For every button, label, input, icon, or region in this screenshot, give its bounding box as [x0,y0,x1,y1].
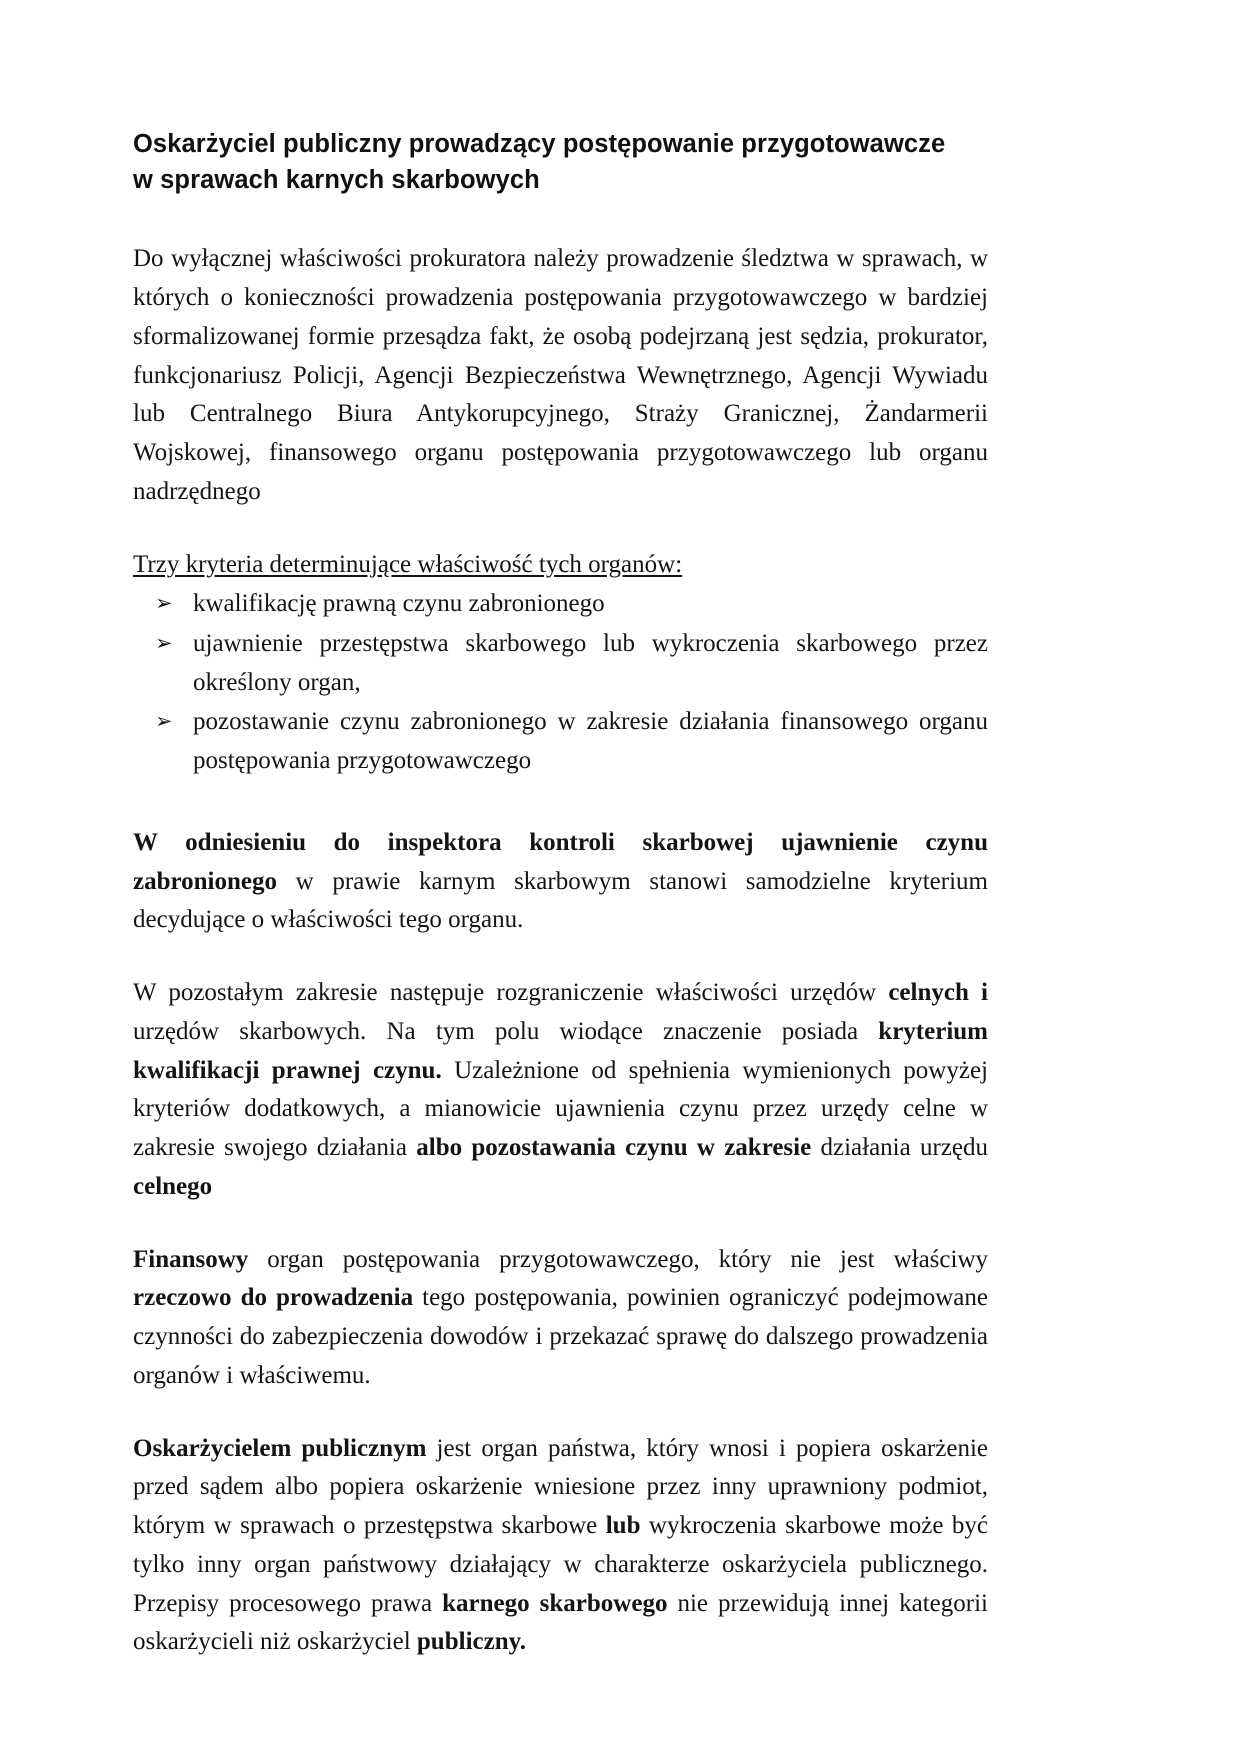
emphasis-text: karnego skarbowego [442,1589,668,1617]
list-item-label: kwalifikację prawną czynu zabronionego [193,590,605,618]
paragraph-text: W pozostałym zakresie następuje rozgraniczenie właściwości urzędów [133,979,889,1007]
paragraph-text: jest organ państwa, który wnosi i popiera oskarżenie przed sądem albo popiera oskarżenie wniesione przez inny uprawniony podmiot, którym w sprawach o przestępstwa skarbowe [133,1434,988,1540]
spacer [133,198,988,240]
spacer [133,782,988,824]
paragraph-intro: Do wyłącznej właściwości prokuratora należy prowadzenie śledztwa w sprawach, w których o konieczności prowadzenia postępowania przygotowawczego w bardziej sformalizowanej formie przesądza fakt, że osobą podejrzaną jest sędzia, prokurator, funkcjonariusz Policji, Agencji Bezpieczeństwa Wewnętrznego, Agencji Wywiadu lub Centralnego Biura Antykorupcyjnego, Straży Granicznej, Żandarmerii Wojskowej, finansowego organu postępowania przygotowawczego lub organu nadrzędnego [133,245,988,505]
document-content [133,126,988,1662]
paragraph-text: nie przewidują innej kategorii oskarżycieli niż oskarżyciel [133,1589,988,1656]
emphasis-text: publiczny. [416,1628,526,1656]
spacer [133,1207,988,1241]
paragraph-text: urzędów skarbowych. Na tym polu wiodące znaczenie posiada [133,1017,879,1045]
emphasis-text: lub [605,1512,641,1540]
page-title-line-2: w sprawach karnych skarbowych [133,166,540,195]
list-item [133,703,988,781]
emphasis-text: celnego [133,1172,213,1200]
paragraph-financial-organ [133,1241,988,1396]
paragraph-text: w prawie karnym skarbowym stanowi samodzielne kryterium decydujące o właściwości tego organu. [133,867,988,934]
spacer [133,940,988,974]
paragraph-text: organ postępowania przygotowawczego, który nie jest właściwy [248,1245,988,1273]
list-item-label: pozostawanie czynu zabronionego w zakresie działania finansowego organu postępowania przygotowawczego [193,708,988,775]
emphasis-text: kryterium kwalifikacji prawnej czynu. [133,1017,988,1084]
emphasis-text: Finansowy [133,1245,249,1273]
list-item-label: ujawnienie przestępstwa skarbowego lub wykroczenia skarbowego przez określony organ, [193,629,988,696]
paragraph-scope [133,974,988,1207]
spacer [133,1396,988,1430]
emphasis-text: celnych i [888,979,988,1007]
criteria-heading: Trzy kryteria determinujące właściwość tych organów: [133,550,683,578]
paragraph-text: działania urzędu [811,1134,989,1162]
paragraph-public-prosecutor [133,1430,988,1663]
arrow-bullet-icon: ➢ [155,630,173,655]
page-title-line-1: Oskarżyciel publiczny prowadzący postępowanie przygotowawcze [133,130,946,158]
criteria-heading-wrap [133,546,988,584]
emphasis-text: Oskarżycielem publicznym [133,1434,427,1462]
list-item [133,625,988,703]
criteria-list [133,585,988,781]
paragraph-text: Uzależnione od spełnienia wymienionych powyżej kryteriów dodatkowych, a mianowicie ujawnienia czynu przez urzędy celne w zakresie swojego działania [133,1056,988,1162]
arrow-bullet-icon: ➢ [155,591,173,616]
emphasis-text: albo pozostawania czynu w zakresie [416,1134,812,1162]
paragraph-text: wykroczenia skarbowe może być tylko inny organ państwowy działający w charakterze oskarżyciela publicznego. Przepisy procesowego prawa [133,1512,988,1617]
page-title [133,126,988,198]
paragraph-text: tego postępowania, powinien ograniczyć podejmowane czynności do zabezpieczenia dowodów i przekazać sprawę do dalszego prowadzenia organów i właściwemu. [133,1284,988,1389]
list-item [133,585,988,624]
spacer [133,512,988,546]
emphasis-text: rzeczowo do prowadzenia [133,1284,414,1312]
paragraph-inspector [133,824,988,940]
emphasis-text: W odniesieniu do inspektora kontroli skarbowej ujawnienie czynu zabronionego [133,828,988,895]
arrow-bullet-icon: ➢ [155,709,173,734]
